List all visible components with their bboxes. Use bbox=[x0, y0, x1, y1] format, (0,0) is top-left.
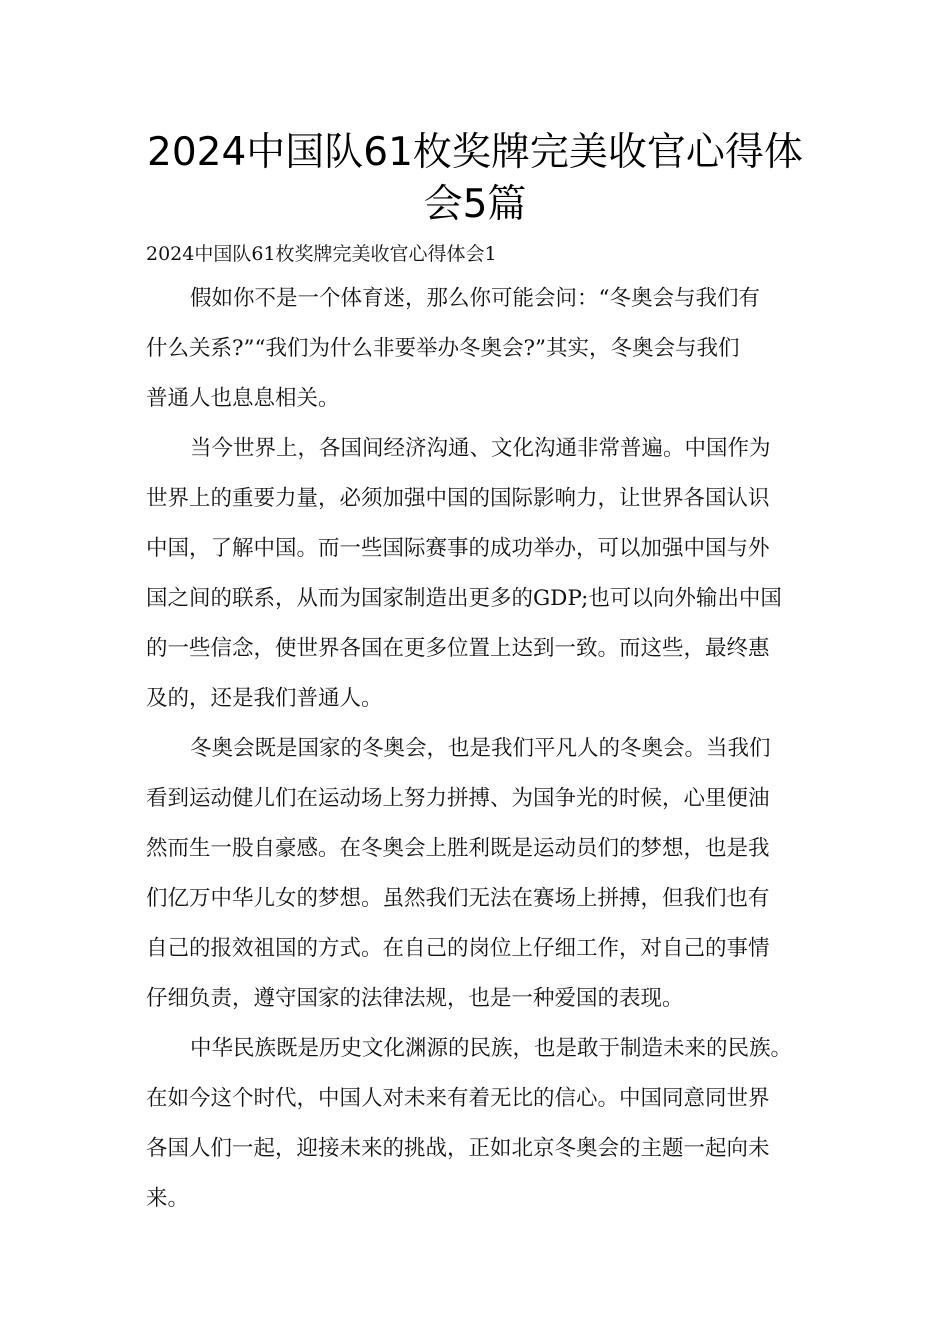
paragraph-1-line-2: 什么关系?”“我们为什么非要举办冬奥会?”其实，冬奥会与我们 bbox=[146, 336, 740, 361]
paragraph-4-line-2: 在如今这个时代，中国人对未来有着无比的信心。中国同意同世界 bbox=[146, 1086, 770, 1111]
paragraph-4-line-4: 来。 bbox=[146, 1186, 190, 1211]
paragraph-1-line-1: 假如你不是一个体育迷，那么你可能会问：“冬奥会与我们有 bbox=[190, 286, 760, 311]
paragraph-4-line-3: 各国人们一起，迎接未来的挑战，正如北京冬奥会的主题一起向未 bbox=[146, 1136, 770, 1161]
paragraph-3-line-5: 自己的报效祖国的方式。在自己的岗位上仔细工作，对自己的事情 bbox=[146, 936, 770, 961]
paragraph-3-line-1: 冬奥会既是国家的冬奥会，也是我们平凡人的冬奥会。当我们 bbox=[190, 736, 771, 761]
paragraph-2-line-2: 世界上的重要力量，必须加强中国的国际影响力，让世界各国认识 bbox=[146, 486, 770, 511]
section-heading: 2024中国队61枚奖牌完美收官心得体会1 bbox=[146, 243, 497, 265]
paragraph-1-line-3: 普通人也息息相关。 bbox=[146, 386, 340, 411]
paragraph-2-line-5: 的一些信念，使世界各国在更多位置上达到一致。而这些，最终惠 bbox=[146, 636, 770, 661]
paragraph-4-line-1: 中华民族既是历史文化渊源的民族，也是敢于制造未来的民族。 bbox=[190, 1036, 793, 1061]
paragraph-3-line-2: 看到运动健儿们在运动场上努力拼搏、为国争光的时候，心里便油 bbox=[146, 786, 770, 811]
paragraph-2-line-3: 中国，了解中国。而一些国际赛事的成功举办，可以加强中国与外 bbox=[146, 536, 770, 561]
document-title-line-2: 会5篇 bbox=[423, 182, 527, 227]
paragraph-3-line-6: 仔细负责，遵守国家的法律法规，也是一种爱国的表现。 bbox=[146, 986, 684, 1011]
document-title-line-1: 2024中国队61枚奖牌完美收官心得体 bbox=[147, 130, 803, 175]
paragraph-3-line-4: 们亿万中华儿女的梦想。虽然我们无法在赛场上拼搏，但我们也有 bbox=[146, 886, 770, 911]
paragraph-2-line-1: 当今世界上，各国间经济沟通、文化沟通非常普遍。中国作为 bbox=[190, 436, 771, 461]
paragraph-2-line-6: 及的，还是我们普通人。 bbox=[146, 686, 383, 711]
paragraph-2-line-4: 国之间的联系，从而为国家制造出更多的GDP;也可以向外输出中国 bbox=[146, 586, 782, 611]
paragraph-3-line-3: 然而生一股自豪感。在冬奥会上胜利既是运动员们的梦想，也是我 bbox=[146, 836, 770, 861]
